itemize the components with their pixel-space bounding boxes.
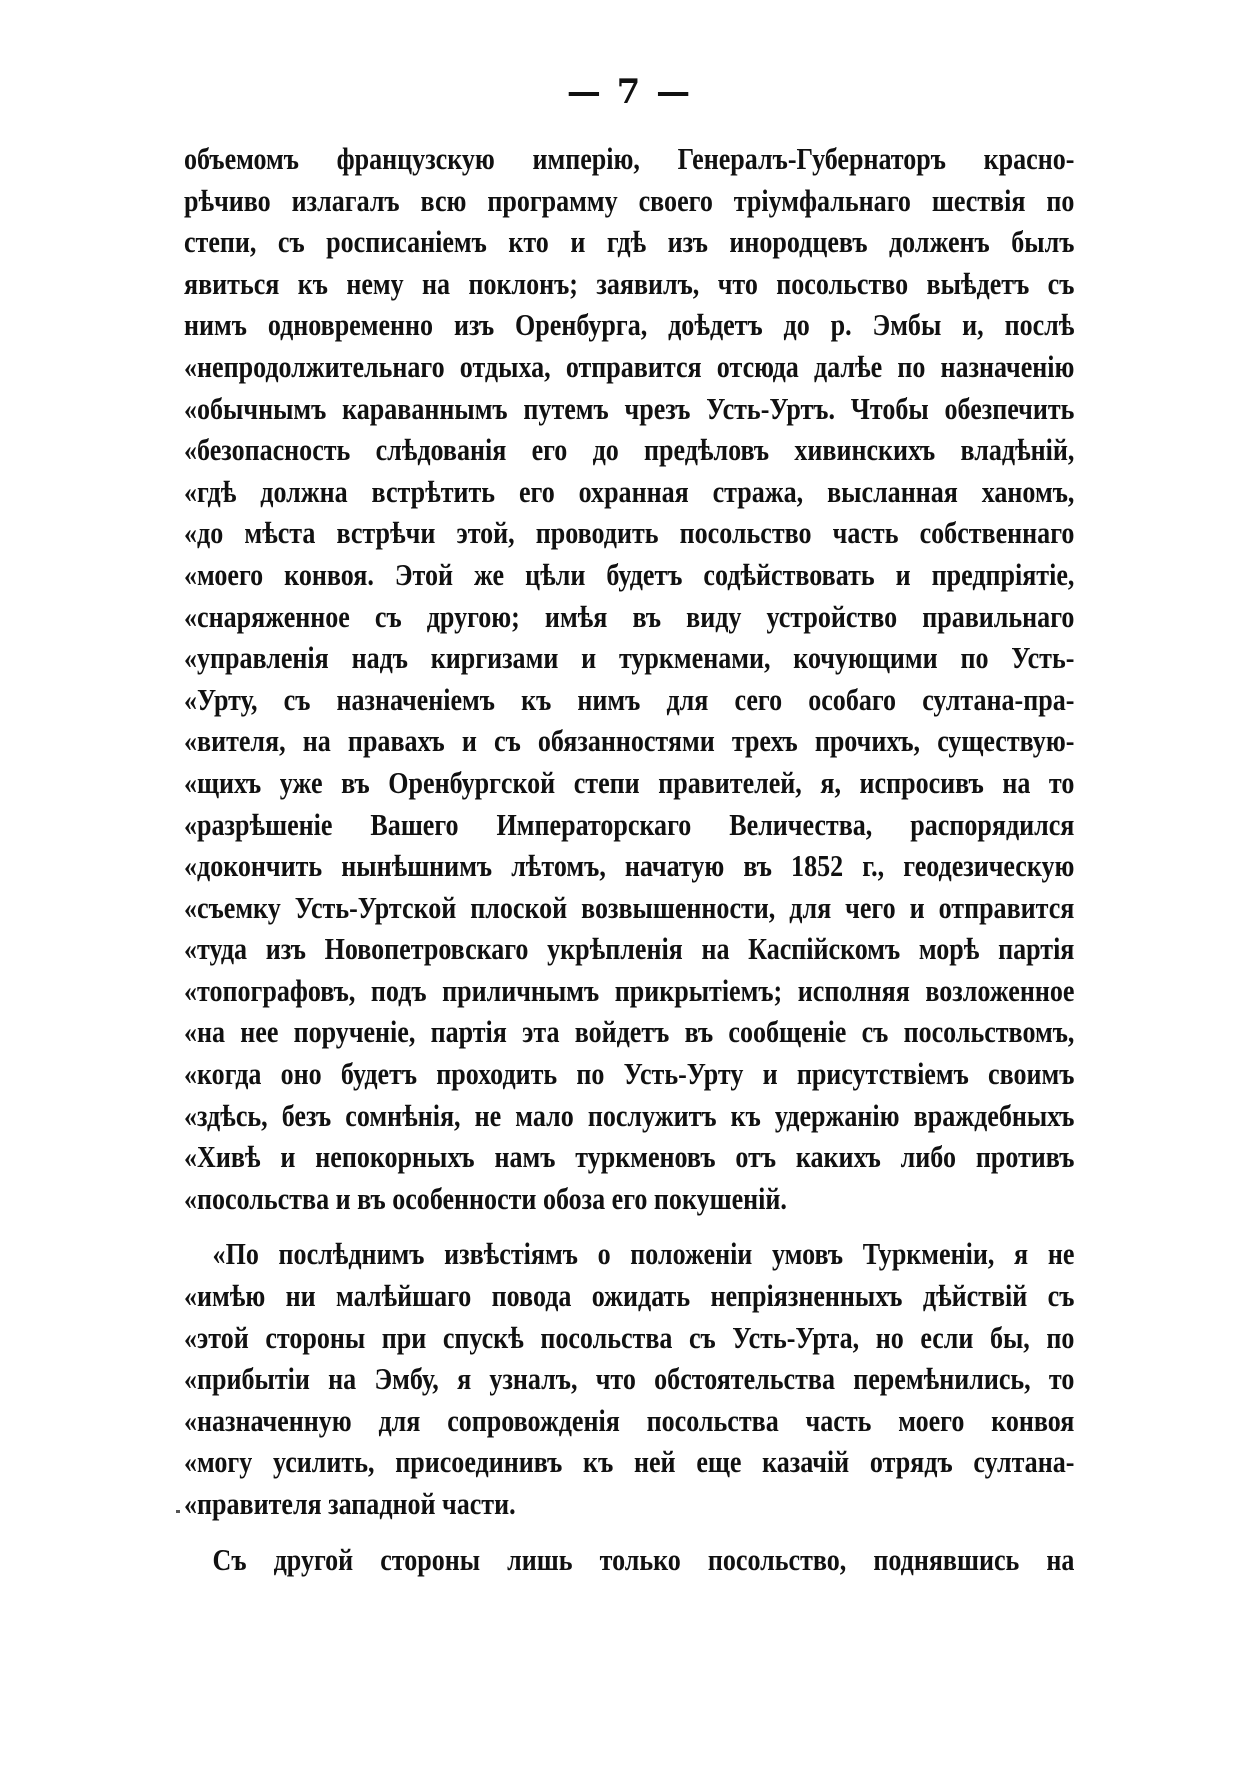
- text-line: «вителя, на правахъ и съ обязанностями трехъ прочихъ, существую-: [184, 723, 1075, 759]
- text-line: «съемку Усть-Уртской плоской возвышенности, для чего и отправится: [184, 889, 1075, 925]
- text-line: «щихъ уже въ Оренбургской степи правителей, я, испросивъ на то: [184, 764, 1075, 800]
- text-line: Съ другой стороны лишь только посольство, поднявшись на: [212, 1541, 1075, 1577]
- text-line: «Хивѣ и непокорныхъ намъ туркменовъ отъ какихъ либо противъ: [184, 1139, 1075, 1175]
- paragraph-gap: [184, 1219, 1074, 1233]
- text-line: «посольства и въ особенности обоза его покушеній.: [184, 1180, 787, 1216]
- text-line: «снаряженное съ другою; имѣя въ виду устройство правильнаго: [184, 598, 1075, 634]
- text-line: «гдѣ должна встрѣтить его охранная стража, высланная ханомъ,: [184, 473, 1075, 509]
- text-line: «этой стороны при спускѣ посольства съ Усть-Урта, но если бы, по: [184, 1319, 1075, 1355]
- text-line: «прибытіи на Эмбу, я узналъ, что обстоятельства перемѣнились, то: [184, 1361, 1075, 1397]
- page-number: — 7 —: [566, 72, 693, 112]
- text-line: «докончить нынѣшнимъ лѣтомъ, начатую въ 1852 г., геодезическую: [184, 848, 1075, 884]
- margin-mark: [176, 1510, 180, 1513]
- text-line: явиться къ нему на поклонъ; заявилъ, что посольство выѣдетъ съ: [184, 265, 1075, 301]
- text-line: рѣчиво излагалъ всю программу своего тріумфальнаго шествія по: [184, 182, 1075, 218]
- text-line: «назначенную для сопровожденія посольства часть моего конвоя: [184, 1402, 1075, 1438]
- text-line: «непродолжительнаго отдыха, отправится отсюда далѣе по назначенію: [184, 348, 1075, 384]
- text-line: «обычнымъ караваннымъ путемъ чрезъ Усть-Уртъ. Чтобы обезпечить: [184, 390, 1075, 426]
- text-line: «Урту, съ назначеніемъ къ нимъ для сего особаго султана-пра-: [184, 681, 1075, 717]
- text-line: «туда изъ Новопетровскаго укрѣпленія на Каспійскомъ морѣ партія: [184, 931, 1075, 967]
- body-text: [184, 138, 1074, 1580]
- text-line: «топографовъ, подъ приличнымъ прикрытіемъ; исполняя возложенное: [184, 972, 1075, 1008]
- text-line: «правителя западной части.: [184, 1486, 516, 1521]
- text-line: «имѣю ни малѣйшаго повода ожидать непріязненныхъ дѣйствій съ: [184, 1278, 1075, 1314]
- text-line: «управленія надъ киргизами и туркменами, кочующими по Усть-: [184, 640, 1075, 676]
- text-line: «здѣсь, безъ сомнѣнія, не мало послужитъ къ удержанію враждебныхъ: [184, 1097, 1075, 1133]
- text-line: «разрѣшеніе Вашего Императорскаго Величества, распорядился: [184, 806, 1075, 842]
- text-line: объемомъ французскую имперію, Генералъ-Губернаторъ красно-: [184, 141, 1075, 176]
- text-line: «безопасность слѣдованія его до предѣловъ хивинскихъ владѣній,: [184, 432, 1075, 468]
- text-line: «По послѣднимъ извѣстіямъ о положеніи умовъ Туркменіи, я не: [212, 1236, 1075, 1272]
- paragraph-gap: [184, 1525, 1074, 1539]
- text-line: «до мѣста встрѣчи этой, проводить посольство часть собственнаго: [184, 515, 1075, 551]
- text-line: степи, съ росписаніемъ кто и гдѣ изъ инородцевъ долженъ былъ: [184, 224, 1075, 260]
- text-line: нимъ одновременно изъ Оренбурга, доѣдетъ до р. Эмбы и, послѣ: [184, 307, 1075, 343]
- text-line: «моего конвоя. Этой же цѣли будетъ содѣйствовать и предпріятіе,: [184, 556, 1075, 592]
- text-line: «когда оно будетъ проходить по Усть-Урту и присутствіемъ своимъ: [184, 1056, 1075, 1092]
- text-line: «могу усилить, присоединивъ къ ней еще казачій отрядъ султана-: [184, 1444, 1075, 1480]
- text-line: «на нее порученіе, партія эта войдетъ въ сообщеніе съ посольствомъ,: [184, 1014, 1075, 1050]
